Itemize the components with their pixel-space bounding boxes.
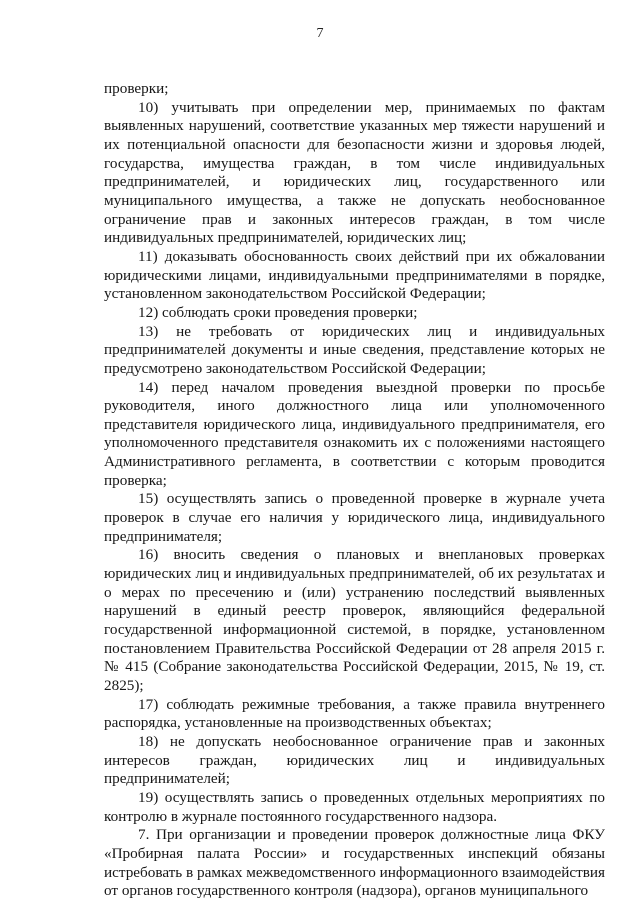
paragraph-item-14: 14) перед началом проведения выездной проверки по просьбе руководителя, иного должностного лица или уполномоченного представителя юридического лица, индивидуального предпринимателя, его уполномоченного представителя ознакомить их с положениями настоящего Административного регламента, в соответствии с которым проводится проверка; <box>104 378 605 489</box>
paragraph-item-18: 18) не допускать необоснованное ограничение прав и законных интересов граждан, юридических лиц и индивидуальных предпринимателей; <box>104 732 605 788</box>
paragraph-item-15: 15) осуществлять запись о проведенной проверке в журнале учета проверок в случае его наличия у юридического лица, индивидуального предпринимателя; <box>104 490 605 545</box>
page-number: 7 <box>316 26 324 41</box>
paragraph-item-10: 10) учитывать при определении мер, принимаемых по фактам выявленных нарушений, соответствие указанных мер тяжести нарушений и их потенциальной опасности для безопасности жизни и здоровья людей, государства, имущества граждан, в том числе индивидуальных предпринимателей, и юридических лиц, государственного или муниципального имущества, а также не допускать необоснованное ограничение прав и законных интересов граждан, в том числе индивидуальных предпринимателей, юридических лиц; <box>104 98 605 247</box>
paragraph-continuation: проверки; <box>104 80 169 97</box>
paragraph-item-19: 19) осуществлять запись о проведенных отдельных мероприятиях по контролю в журнале постоянного государственного надзора. <box>104 788 605 825</box>
paragraph-item-17: 17) соблюдать режимные требования, а также правила внутреннего распорядка, установленные на производственных объектах; <box>104 695 605 732</box>
paragraph-item-16: 16) вносить сведения о плановых и внеплановых проверках юридических лиц и индивидуальных предпринимателей, об их результатах и о мерах по пресечению и (или) устранению последствий выявленных нарушений в единый реестр проверок, являющийся федеральной государственной информационной системой, в порядке, установленном постановлением Правительства Российской Федерации от 28 апреля 2015 г. № 415 (Собрание законодательства Российской Федерации, 2015, № 19, ст. 2825); <box>104 546 605 694</box>
paragraph-item-11: 11) доказывать обоснованность своих действий при их обжаловании юридическими лицами, индивидуальными предпринимателями в порядке, установленном законодательством Российской Федерации; <box>104 247 605 303</box>
paragraph-item-13: 13) не требовать от юридических лиц и индивидуальных предпринимателей документы и иные сведения, представление которых не предусмотрено законодательством Российской Федерации; <box>104 322 605 377</box>
paragraph-section-7: 7. При организации и проведении проверок должностные лица ФКУ «Пробирная палата России» и государственных инспекций обязаны истребовать в рамках межведомственного информационного взаимодействия от органов государственного контроля (надзора), органов муниципального <box>104 826 605 900</box>
paragraph-item-12: 12) соблюдать сроки проведения проверки; <box>138 303 418 321</box>
document-body <box>104 80 605 901</box>
